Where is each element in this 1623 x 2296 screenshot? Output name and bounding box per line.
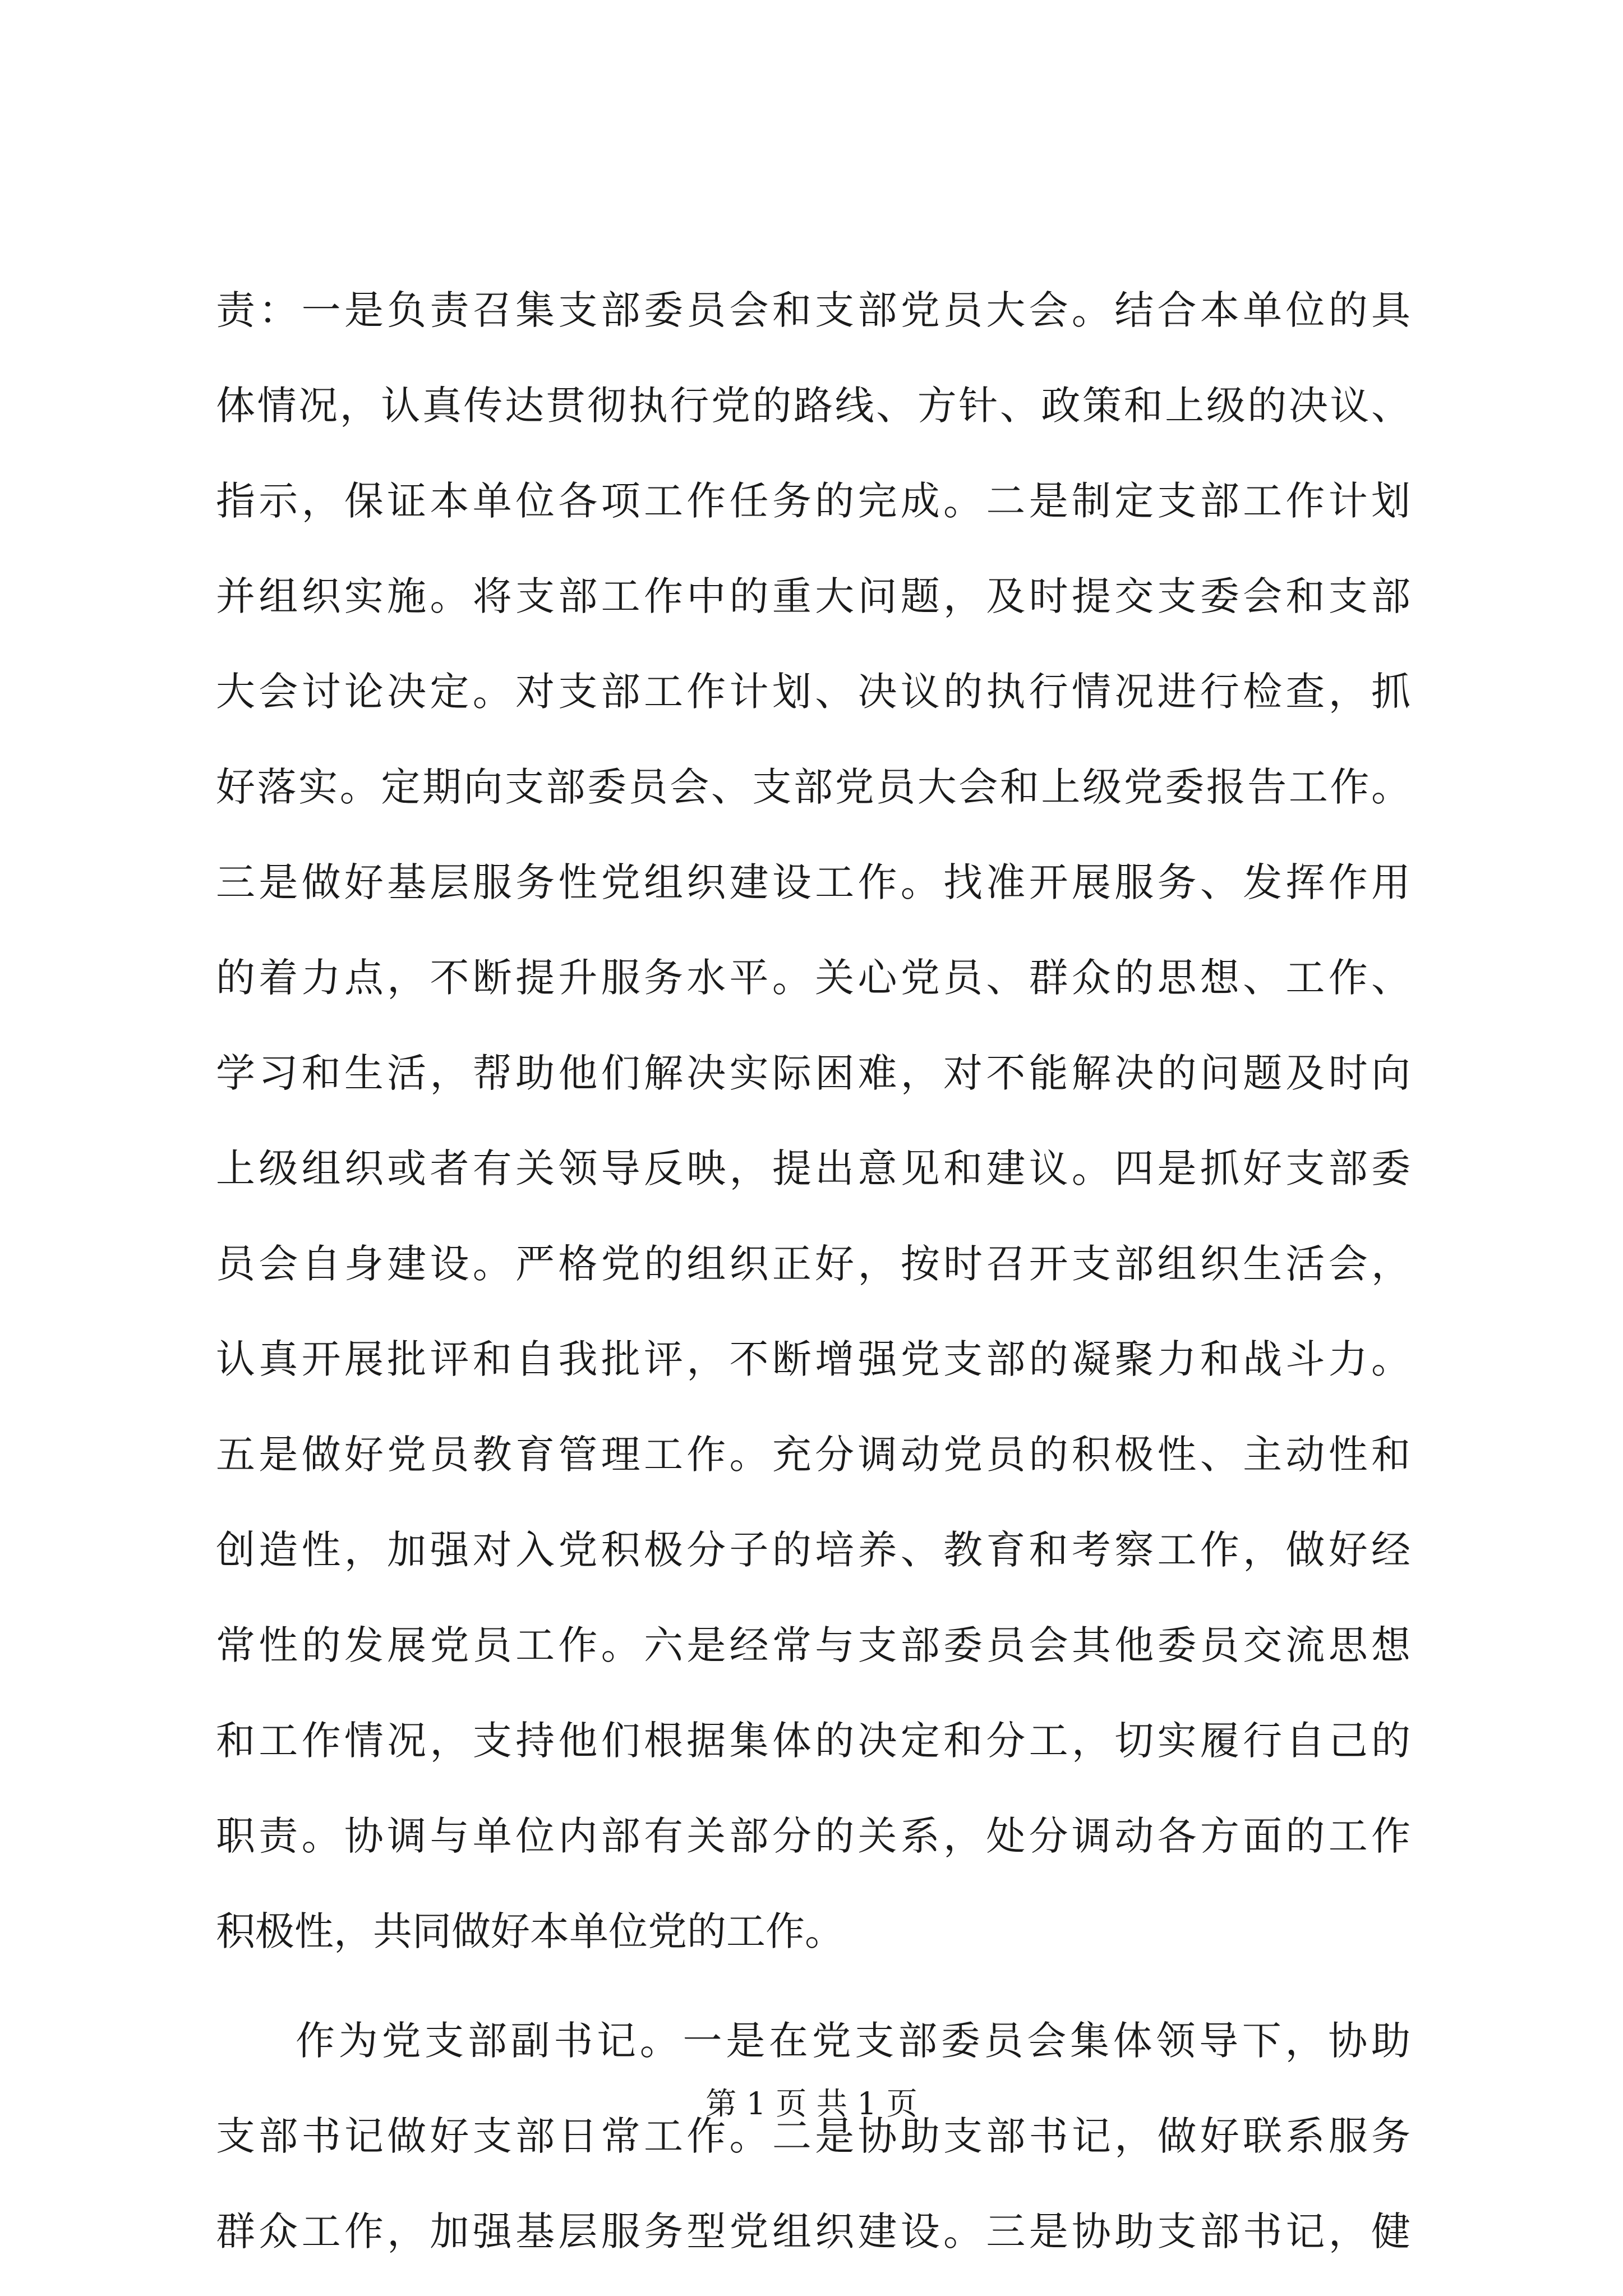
paragraph-deputy-secretary-duties <box>216 1993 1410 2279</box>
document-body <box>216 263 1410 2279</box>
text-line: 积极性，共同做好本单位党的工作。 <box>216 1908 844 1954</box>
text-line: 学习和生活，帮助他们解决实际困难，对不能解决的问题及时向 <box>216 1050 1410 1096</box>
text-line: 常性的发展党员工作。六是经常与支部委员会其他委员交流思想 <box>216 1622 1410 1668</box>
text-line: 并组织实施。将支部工作中的重大问题，及时提交支委会和支部 <box>216 573 1410 619</box>
text-line: 上级组织或者有关领导反映，提出意见和建议。四是抓好支部委 <box>216 1145 1410 1191</box>
text-line: 职责。协调与单位内部有关部分的关系，处分调动各方面的工作 <box>216 1813 1410 1859</box>
text-line: 作为党支部副书记。一是在党支部委员会集体领导下，协助 <box>296 2018 1410 2064</box>
text-line: 好落实。定期向支部委员会、支部党员大会和上级党委报告工作。 <box>216 764 1410 810</box>
text-line: 创造性，加强对入党积极分子的培养、教育和考察工作，做好经 <box>216 1527 1410 1573</box>
text-line: 指示，保证本单位各项工作任务的完成。二是制定支部工作计划 <box>216 478 1410 524</box>
text-line: 五是做好党员教育管理工作。充分调动党员的积极性、主动性和 <box>216 1432 1410 1478</box>
text-line: 责：一是负责召集支部委员会和支部党员大会。结合本单位的具 <box>216 287 1410 333</box>
paragraph-party-secretary-duties <box>216 263 1410 1979</box>
text-line: 体情况，认真传达贯彻执行党的路线、方针、政策和上级的决议、 <box>216 383 1410 429</box>
text-line: 的着力点，不断提升服务水平。关心党员、群众的思想、工作、 <box>216 955 1410 1001</box>
text-line: 和工作情况，支持他们根据集体的决定和分工，切实履行自己的 <box>216 1718 1410 1764</box>
paragraph-spacing <box>216 1979 1410 1993</box>
text-line: 员会自身建设。严格党的组织正好，按时召开支部组织生活会， <box>216 1241 1410 1287</box>
page-number-label: 第 1 页 共 1 页 <box>706 2086 917 2122</box>
text-line: 大会讨论决定。对支部工作计划、决议的执行情况进行检查，抓 <box>216 669 1410 715</box>
text-line: 支部书记做好支部日常工作。二是协助支部书记，做好联系服务 <box>216 2113 1410 2159</box>
text-line: 认真开展批评和自我批评，不断增强党支部的凝聚力和战斗力。 <box>216 1336 1410 1382</box>
page-footer <box>0 2084 1623 2123</box>
text-line: 三是做好基层服务性党组织建设工作。找准开展服务、发挥作用 <box>216 859 1410 905</box>
text-line: 群众工作，加强基层服务型党组织建设。三是协助支部书记，健 <box>216 2208 1410 2254</box>
